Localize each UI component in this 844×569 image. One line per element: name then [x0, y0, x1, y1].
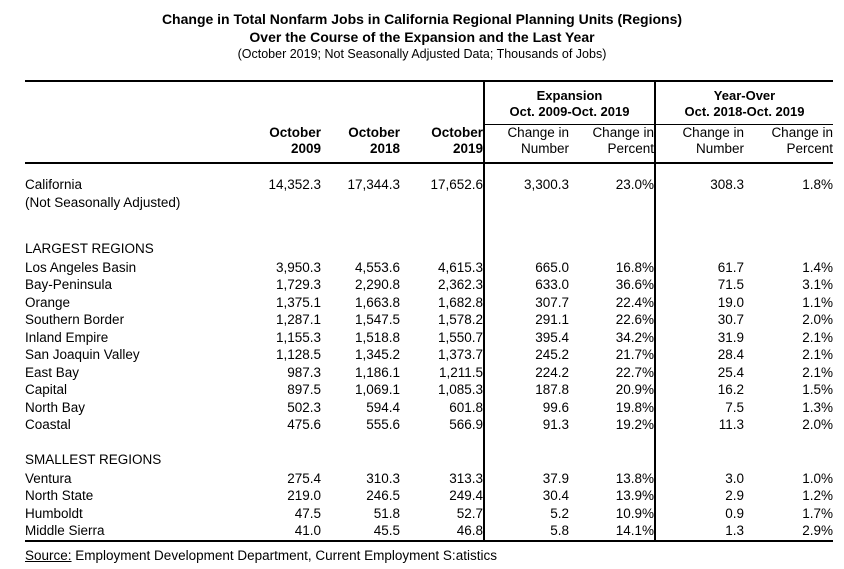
source-note	[25, 548, 844, 563]
table-row	[25, 522, 833, 541]
value-cell: 1,085.3	[437, 382, 483, 397]
value-cell	[569, 434, 655, 447]
value-cell	[744, 212, 833, 236]
value-cell: 2.0%	[802, 312, 833, 327]
value-cell: 502.3	[287, 399, 321, 415]
value-cell: 10.9%	[615, 505, 654, 521]
value-cell: 37.9	[484, 470, 569, 488]
value-cell: 3,950.3	[275, 259, 321, 275]
table-row	[25, 329, 833, 347]
value-cell: 0.9	[655, 505, 744, 523]
value-cell: 1.7%	[802, 505, 833, 521]
value-cell: 19.8%	[615, 399, 654, 415]
region-name-cell: Ventura	[25, 470, 72, 486]
value-cell: 2,290.8	[354, 277, 400, 292]
value-cell: 25.4	[655, 364, 744, 382]
region-name-cell: Orange	[25, 294, 71, 310]
value-cell: 1.3%	[802, 399, 833, 415]
value-cell: 1,373.7	[437, 347, 483, 362]
value-cell: 20.9%	[615, 382, 654, 397]
value-cell: 2.9%	[802, 523, 833, 538]
source-label: Source:	[25, 547, 72, 563]
value-cell: 5.8	[484, 522, 569, 541]
section-row	[25, 236, 833, 259]
value-cell: 1.5%	[802, 382, 833, 397]
region-name-cell: San Joaquin Valley	[25, 347, 140, 362]
value-cell: 46.8	[456, 523, 483, 538]
value-cell: 3,300.3	[484, 163, 569, 212]
title-line-1: Change in Total Nonfarm Jobs in California Regional Planning Units (Regions)	[161, 11, 683, 27]
value-cell: 1.3	[655, 522, 744, 541]
value-cell: 1.4%	[802, 259, 833, 275]
value-cell: 61.7	[655, 259, 744, 277]
table-row	[25, 416, 833, 434]
value-cell: 2.0%	[802, 417, 833, 432]
col-header-expansion-change-number: Change in Number	[484, 125, 569, 164]
value-cell: 1,375.1	[275, 294, 321, 310]
value-cell: 2.9	[655, 487, 744, 505]
region-name-cell: North State	[25, 488, 94, 503]
value-cell: 275.4	[287, 470, 321, 486]
col-header-october-2019: October 2019	[400, 125, 484, 164]
value-cell: 7.5	[655, 399, 744, 417]
value-cell: 310.3	[366, 470, 400, 486]
value-cell: 30.4	[484, 487, 569, 505]
value-cell: 219.0	[287, 488, 321, 503]
region-name-cell: Capital	[25, 382, 68, 397]
spacer-row	[25, 434, 833, 447]
table-row	[25, 163, 833, 212]
value-cell: 1.0%	[802, 470, 833, 486]
nonfarm-jobs-table	[25, 80, 833, 542]
table-row	[25, 346, 833, 364]
value-cell: 21.7%	[615, 347, 654, 362]
value-cell: 1,550.7	[437, 329, 483, 345]
value-cell: 22.4%	[615, 294, 654, 310]
value-cell: 30.7	[655, 311, 744, 329]
value-cell: 475.6	[287, 417, 321, 432]
region-name-cell: Humboldt	[25, 505, 83, 521]
value-cell	[400, 447, 484, 470]
table-row	[25, 364, 833, 382]
value-cell: 36.6%	[615, 277, 654, 292]
col-header-october-2009: October 2009	[240, 125, 321, 164]
table-row	[25, 487, 833, 505]
value-cell	[655, 447, 744, 470]
expansion-group-header	[484, 81, 655, 125]
value-cell: 17,344.3	[347, 177, 400, 192]
value-cell: 91.3	[484, 416, 569, 434]
value-cell: 566.9	[449, 417, 483, 432]
value-cell: 187.8	[484, 381, 569, 399]
value-cell: 3.0	[655, 470, 744, 488]
value-cell	[321, 236, 400, 259]
value-cell: 14.1%	[615, 523, 654, 538]
section-label-cell: SMALLEST REGIONS	[25, 451, 162, 467]
value-cell: 19.2%	[615, 417, 654, 432]
expansion-group-range: Oct. 2009-Oct. 2019	[509, 104, 630, 119]
table-body	[25, 163, 833, 541]
value-cell: 47.5	[294, 505, 321, 521]
region-name-cell	[25, 212, 240, 236]
value-cell: 308.3	[655, 163, 744, 212]
value-cell	[484, 236, 569, 259]
value-cell: 665.0	[484, 259, 569, 277]
value-cell	[569, 447, 655, 470]
value-cell: 1.8%	[802, 177, 833, 192]
table-row	[25, 311, 833, 329]
col-header-yearover-change-percent: Change in Percent	[744, 125, 833, 164]
value-cell	[400, 434, 484, 447]
value-cell: 31.9	[655, 329, 744, 347]
value-cell: 291.1	[484, 311, 569, 329]
value-cell: 601.8	[449, 399, 483, 415]
value-cell: 16.8%	[615, 259, 654, 275]
value-cell: 34.2%	[615, 329, 654, 345]
group-header-spacer	[25, 81, 484, 125]
value-cell: 555.6	[366, 417, 400, 432]
table-row	[25, 259, 833, 277]
value-cell: 1,287.1	[275, 312, 321, 327]
value-cell	[400, 236, 484, 259]
value-cell: 1,155.3	[275, 329, 321, 345]
value-cell: 2,362.3	[437, 277, 483, 292]
value-cell	[655, 236, 744, 259]
value-cell: 1,682.8	[437, 294, 483, 310]
region-name-cell: Inland Empire	[25, 329, 109, 345]
value-cell: 51.8	[373, 505, 400, 521]
value-cell: 5.2	[484, 505, 569, 523]
expansion-group-label: Expansion	[536, 88, 603, 103]
value-cell	[744, 447, 833, 470]
value-cell: 633.0	[484, 276, 569, 294]
value-cell: 41.0	[294, 523, 321, 538]
col-header-expansion-change-percent: Change in Percent	[569, 125, 655, 164]
value-cell: 45.5	[373, 523, 400, 538]
section-label-cell: LARGEST REGIONS	[25, 240, 154, 256]
section-row	[25, 447, 833, 470]
title-line-2: Over the Course of the Expansion and the Last Year	[249, 29, 595, 45]
value-cell: 4,615.3	[437, 259, 483, 275]
value-cell: 1,186.1	[354, 364, 400, 380]
value-cell: 1,211.5	[438, 364, 483, 380]
value-cell	[321, 434, 400, 447]
value-cell: 52.7	[456, 505, 483, 521]
value-cell	[744, 236, 833, 259]
value-cell: 1,069.1	[354, 382, 400, 397]
value-cell: 1,663.8	[354, 294, 400, 310]
value-cell	[484, 447, 569, 470]
table-row	[25, 381, 833, 399]
region-name-subline: (Not Seasonally Adjusted)	[25, 194, 181, 210]
value-cell: 22.7%	[615, 364, 654, 380]
value-cell: 17,652.6	[430, 177, 483, 192]
value-cell	[240, 212, 321, 236]
value-cell: 13.9%	[615, 488, 654, 503]
value-cell: 2.1%	[802, 364, 833, 380]
value-cell	[744, 434, 833, 447]
col-header-yearover-change-number: Change in Number	[655, 125, 744, 164]
value-cell	[484, 212, 569, 236]
value-cell: 1.2%	[802, 488, 833, 503]
value-cell: 313.3	[449, 470, 483, 486]
region-name-cell: North Bay	[25, 399, 86, 415]
value-cell: 395.4	[484, 329, 569, 347]
col-header-october-2018: October 2018	[321, 125, 400, 164]
value-cell: 2.1%	[802, 329, 833, 345]
column-header-row	[25, 125, 833, 164]
value-cell: 4,553.6	[354, 259, 400, 275]
table-row	[25, 276, 833, 294]
value-cell	[321, 212, 400, 236]
value-cell: 1,547.5	[354, 312, 400, 327]
value-cell: 249.4	[449, 488, 483, 503]
value-cell: 14,352.3	[268, 177, 321, 192]
region-name-cell	[25, 434, 240, 447]
value-cell	[240, 434, 321, 447]
year-over-group-range: Oct. 2018-Oct. 2019	[684, 104, 805, 119]
value-cell	[569, 212, 655, 236]
value-cell: 1,128.5	[275, 347, 321, 362]
value-cell	[321, 447, 400, 470]
region-name-cell: Southern Border	[25, 312, 125, 327]
table-title-block	[0, 0, 844, 63]
value-cell: 22.6%	[615, 312, 654, 327]
value-cell: 16.2	[655, 381, 744, 399]
value-cell	[569, 236, 655, 259]
value-cell	[655, 434, 744, 447]
group-header-row	[25, 81, 833, 125]
value-cell: 99.6	[484, 399, 569, 417]
value-cell: 3.1%	[802, 277, 833, 292]
region-name-cell: Middle Sierra	[25, 523, 105, 538]
value-cell	[400, 212, 484, 236]
value-cell: 13.8%	[615, 470, 654, 486]
region-name-cell: Coastal	[25, 417, 71, 432]
value-cell: 2.1%	[802, 347, 833, 362]
region-name-cell: Bay-Peninsula	[25, 277, 113, 292]
value-cell: 11.3	[655, 416, 744, 434]
value-cell: 1,578.2	[437, 312, 483, 327]
value-cell: 307.7	[484, 294, 569, 312]
value-cell	[240, 447, 321, 470]
value-cell: 1.1%	[802, 294, 833, 310]
title-line-3: (October 2019; Not Seasonally Adjusted Data; Thousands of Jobs)	[237, 47, 607, 61]
year-over-group-header	[655, 81, 833, 125]
year-over-group-label: Year-Over	[713, 88, 776, 103]
value-cell: 71.5	[655, 276, 744, 294]
table-row	[25, 505, 833, 523]
value-cell	[655, 212, 744, 236]
value-cell: 1,729.3	[275, 277, 321, 292]
value-cell: 1,345.2	[354, 347, 400, 362]
source-text: Employment Development Department, Current Employment S:atistics	[71, 547, 497, 563]
value-cell: 246.5	[366, 488, 400, 503]
value-cell: 224.2	[484, 364, 569, 382]
spacer-row	[25, 212, 833, 236]
table-row	[25, 399, 833, 417]
table-row	[25, 470, 833, 488]
region-name-cell: California (Not Seasonally Adjusted)	[25, 163, 240, 212]
value-cell: 1,518.8	[354, 329, 400, 345]
region-name-cell: Los Angeles Basin	[25, 259, 137, 275]
region-column-header	[25, 125, 240, 164]
value-cell: 23.0%	[615, 177, 654, 192]
value-cell: 594.4	[366, 399, 400, 415]
value-cell	[484, 434, 569, 447]
value-cell: 19.0	[655, 294, 744, 312]
value-cell	[240, 236, 321, 259]
value-cell: 245.2	[484, 346, 569, 364]
region-name-cell: East Bay	[25, 364, 80, 380]
value-cell: 28.4	[655, 346, 744, 364]
table-row	[25, 294, 833, 312]
value-cell: 897.5	[287, 382, 321, 397]
value-cell: 987.3	[287, 364, 321, 380]
